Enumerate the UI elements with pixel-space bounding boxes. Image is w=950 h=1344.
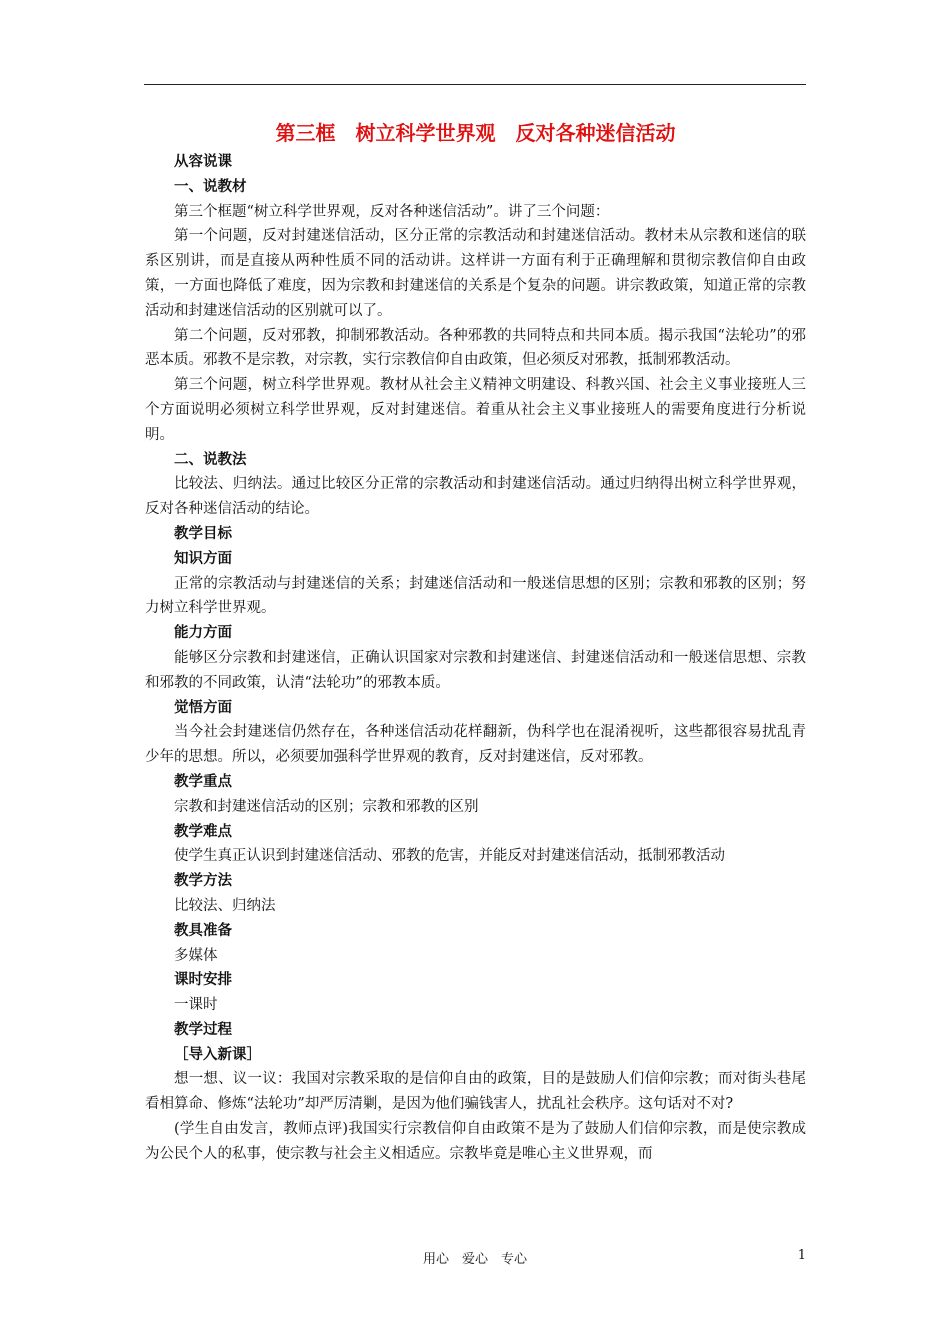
document-body [145,118,806,1167]
paragraph: 想一想、议一议：我国对宗教采取的是信仰自由的政策，目的是鼓励人们信仰宗教；而对街头巷尾看相算命、修炼“法轮功”却严厉清剿，是因为他们骗钱害人，扰乱社会秩序。这句话对不对? [145,1071,806,1113]
section-heading: 觉悟方面 [174,699,232,716]
section-heading: 能力方面 [174,625,232,642]
paragraph: 第二个问题，反对邪教，抑制邪教活动。各种邪教的共同特点和共同本质。揭示我国“法轮功”的邪恶本质。邪教不是宗教，对宗教，实行宗教信仰自由政策，但必须反对邪教，抵制邪教活动。 [145,327,806,369]
paragraph: 一课时 [174,997,218,1014]
section-heading: 知识方面 [174,550,232,567]
paragraph: 比较法、归纳法。通过比较区分正常的宗教活动和封建迷信活动。通过归纳得出树立科学世界观，反对各种迷信活动的结论。 [145,476,806,518]
section-heading: 教学过程 [174,1021,232,1038]
paragraph: 第一个问题，反对封建迷信活动，区分正常的宗教活动和封建迷信活动。教材未从宗教和迷信的联系区别讲，而是直接从两种性质不同的活动讲。这样讲一方面有利于正确理解和贯彻宗教信仰自由政策，一方面也降低了难度，因为宗教和封建迷信的关系是个复杂的问题。讲宗教政策，知道正常的宗教活动和封建迷信活动的区别就可以了。 [145,228,806,319]
footer-motto: 用心 爱心 专心 [422,1252,527,1267]
section-heading: 课时安排 [174,972,232,989]
paragraph: 第三个框题“树立科学世界观，反对各种迷信活动”。讲了三个问题： [174,203,610,220]
paragraph: 比较法、归纳法 [174,897,276,914]
document-blocks [145,150,806,1167]
paragraph: 当今社会封建迷信仍然存在，各种迷信活动花样翻新，伪科学也在混淆视听，这些都很容易扰乱青少年的思想。所以，必须要加强科学世界观的教育，反对封建迷信，反对邪教。 [145,724,806,766]
section-heading: 教学方法 [174,873,232,890]
paragraph: 正常的宗教活动与封建迷信的关系；封建迷信活动和一般迷信思想的区别；宗教和邪教的区别；努力树立科学世界观。 [145,575,806,617]
section-heading: 一、说教材 [174,178,247,195]
section-heading: 二、说教法 [174,451,247,468]
section-heading: 教学重点 [174,773,232,790]
section-heading: 教具准备 [174,922,232,939]
paragraph: 宗教和封建迷信活动的区别；宗教和邪教的区别 [174,798,479,815]
page-number: 1 [797,1248,806,1263]
header-rule [144,84,806,85]
paragraph: 使学生真正认识到封建迷信活动、邪教的危害，并能反对封建迷信活动，抵制邪教活动 [174,848,725,865]
section-heading: 教学目标 [174,525,232,542]
paragraph: 能够区分宗教和封建迷信，正确认识国家对宗教和封建迷信、封建迷信活动和一般迷信思想、宗教和邪教的不同政策，认清“法轮功”的邪教本质。 [145,649,806,691]
paragraph: 第三个问题，树立科学世界观。教材从社会主义精神文明建设、科教兴国、社会主义事业接班人三个方面说明必须树立科学世界观，反对封建迷信。着重从社会主义事业接班人的需要角度进行分析说明。 [145,377,806,443]
paragraph: 多媒体 [174,947,218,964]
section-heading: ［导入新课］ [174,1046,261,1063]
section-heading: 从容说课 [174,154,232,170]
paragraph: (学生自由发言，教师点评)我国实行宗教信仰自由政策不是为了鼓励人们信仰宗教，而是使宗教成为公民个人的私事，使宗教与社会主义相适应。宗教毕竟是唯心主义世界观，而 [145,1121,806,1162]
page-footer [0,1248,950,1268]
page-title: 第三框 树立科学世界观 反对各种迷信活动 [275,121,676,145]
section-heading: 教学难点 [174,823,232,840]
